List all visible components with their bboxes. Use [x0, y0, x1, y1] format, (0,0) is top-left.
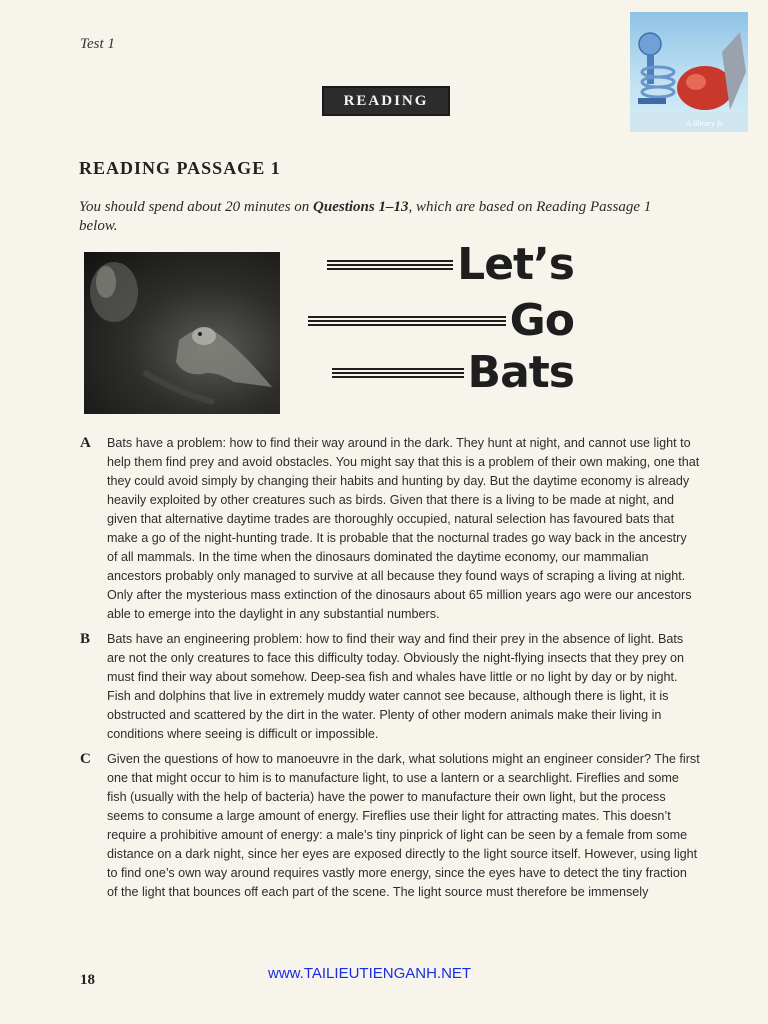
title-line-2	[308, 296, 574, 346]
watermark-link[interactable]: www.TAILIEUTIENGANH.NET	[268, 965, 472, 982]
title-rules	[327, 260, 453, 270]
logo-text: A library fo	[686, 119, 724, 128]
paragraph-letter: A	[80, 435, 91, 451]
paragraph-c	[80, 750, 700, 902]
title-line-3	[332, 348, 574, 398]
instructions-text-pre: You should spend about 20 minutes on	[79, 199, 314, 215]
passage-title-graphic	[284, 240, 574, 400]
paragraph-a	[80, 434, 700, 624]
paragraph-letter: C	[80, 751, 91, 767]
section-header-badge: READING	[322, 86, 450, 116]
title-rules	[332, 368, 464, 378]
instructions-questions: Questions 1–13	[313, 199, 409, 215]
title-word-go: Go	[509, 295, 574, 346]
title-line-1	[327, 240, 574, 290]
page-number: 18	[80, 972, 95, 988]
passage-title: READING PASSAGE 1	[79, 158, 281, 178]
title-word-lets: Let’s	[457, 239, 574, 290]
paragraph-text: Bats have an engineering problem: how to find their way and find their prey in the absence of light. Bats are not the only creatures to face this difficulty today. Obviously the night-flying insects that they prey on must find their way about somehow. Deep-sea fish and whales have little or no light by day or by night. Fish and dolphins that live in extremely muddy water cannot see because, although there is light, it is obstructed and scattered by the dirt in the water. Plenty of other modern animals make their living in conditions where seeing is difficult or impossible.	[107, 632, 685, 741]
paragraph-b	[80, 630, 700, 744]
test-label: Test 1	[80, 36, 115, 52]
title-rules	[308, 316, 506, 326]
instructions-text-post: , which are based on Reading Passage 1 below.	[79, 199, 652, 234]
publisher-logo-image	[630, 12, 748, 132]
title-word-bats: Bats	[467, 347, 574, 398]
instructions	[79, 198, 689, 236]
bat-image-graphic	[84, 252, 280, 414]
paragraph-letter: B	[80, 631, 91, 647]
logo-graphic	[630, 12, 748, 132]
paragraph-text: Given the questions of how to manoeuvre in the dark, what solutions might an engineer consider? The first one that might occur to him is to manufacture light, to use a lantern or a searchlight. Fireflies and some fish (usually with the help of bacteria) have the power to manufacture their own light, but the process seems to consume a large amount of energy. Fireflies use their light for attracting mates. This doesn’t require a prohibitive amount of energy: a male’s tiny pinprick of light can be seen by a female from some distance on a dark night, since her eyes are exposed directly to the light source itself. However, using light to find one’s own way around requires vastly more energy, since the eyes have to detect the tiny fraction of the light that bounces off each part of the scene. The light source must therefore be immensely	[107, 752, 700, 899]
paragraph-text: Bats have a problem: how to find their way around in the dark. They hunt at night, and cannot use light to help them find prey and avoid obstacles. You might say that this is a problem of their own making, one that they could avoid simply by changing their habits and hunting by day. But the daytime economy is already heavily exploited by other creatures such as birds. Given that there is a living to be made at night, and given that alternative daytime trades are thoroughly occupied, natural selection has favoured bats that make a go of the night-hunting trade. It is probable that the nocturnal trades go way back in the ancestry of all mammals. In the time when the dinosaurs dominated the daytime economy, our mammalian ancestors probably only managed to survive at all because they found ways of scraping a living at night. Only after the mysterious mass extinction of the dinosaurs about 65 million years ago were our ancestors able to emerge into the daylight in any substantial numbers.	[107, 436, 700, 621]
bat-photo	[84, 252, 280, 414]
passage-body	[80, 434, 700, 908]
